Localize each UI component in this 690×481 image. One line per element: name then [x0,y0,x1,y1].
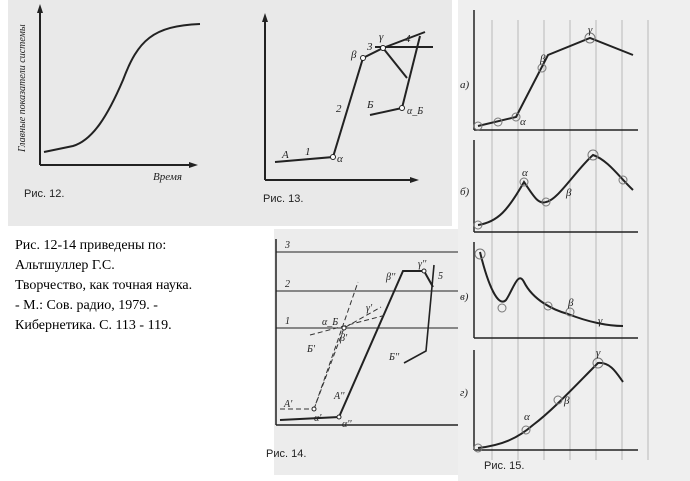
fig14-point-a1 [312,407,316,411]
fig13-point-beta [361,56,366,61]
fig14-label-alpha1: α' [314,413,322,424]
fig14-chart [236,229,458,475]
citation-line-4: - М.: Сов. радио, 1979. - [15,298,158,313]
fig13-drop [383,48,407,78]
fig14-point-ab [342,326,346,330]
citation-line-2: Альтшуллер Г.С. [15,258,115,273]
fig13-label-beta: β [351,49,357,61]
fig13-label-3: 3 [367,41,373,53]
fig14-label-A2: A'' [334,391,345,402]
fig14-level-label-3: 3 [285,240,290,251]
fig13-point-alpha-b [400,106,405,111]
citation-line-3: Творчество, как точная наука. [15,278,193,293]
fig15c-label: в) [460,291,469,303]
fig13-y-arrow [262,13,268,22]
fig13-label-A: A [282,149,289,161]
fig12-s-curve [44,24,200,152]
fig13-label-2: 2 [336,103,342,115]
citation-note [15,236,240,336]
fig13-label-alpha-b: α_Б [407,106,424,117]
fig14-label-A1: A' [284,399,293,410]
fig12-caption: Рис. 12. [24,188,65,200]
fig14-level-label-1: 1 [285,316,290,327]
fig15a-label: а) [460,79,470,91]
citation-line-5: Кибернетика. С. 113 - 119. [15,318,172,333]
figure-15 [458,0,690,481]
fig15b-beta: β [566,187,572,199]
fig15c-beta: β [568,297,574,309]
fig13-label-b: Б [367,99,374,111]
fig15d-gamma: γ [596,347,601,359]
fig15-caption: Рис. 15. [484,460,525,472]
fig15-chart [458,0,690,481]
fig14-label-b2: Б'' [389,352,400,363]
fig12-xlabel: Время [153,171,182,183]
fig15d-alpha: α [524,411,530,423]
figure-12 [8,0,245,226]
fig12-ylabel: Главные показатели системы [17,24,28,152]
fig14-level-label-2: 2 [285,279,290,290]
fig12-y-arrow [37,4,43,13]
fig14-label-gamma2: γ'' [418,259,427,270]
fig15b-label: б) [460,186,470,198]
fig14-label-gamma1: γ' [366,303,373,314]
fig14-label-beta2: β'' [386,272,396,283]
fig15b-alpha: α [522,167,528,179]
fig15c-gamma: γ [598,315,603,327]
fig14-curve-main [280,271,433,420]
fig13-point-gamma [381,46,386,51]
fig15a-alpha: α [520,116,526,128]
fig15d-curve [478,363,623,448]
figure-14 [236,229,458,475]
fig15a-beta: β [540,53,546,65]
fig15d-label: г) [460,387,468,399]
fig14-label-alpha2: α'' [342,419,352,430]
fig15d-beta: β [564,395,570,407]
fig14-label-b1: Б' [307,344,316,355]
fig14-label-5: 5 [438,271,443,282]
fig15a-curve [478,38,633,126]
fig13-label-alpha: α [337,153,343,165]
fig13-caption: Рис. 13. [263,193,304,205]
fig15b-curve [478,155,633,225]
fig13-label-1: 1 [305,146,311,158]
fig14-point-a2 [337,415,341,419]
fig13-point-alpha [331,155,336,160]
fig14-caption: Рис. 14. [266,448,307,460]
citation-line-1: Рис. 12-14 приведены по: [15,238,167,253]
fig15a-gamma: γ [588,24,593,36]
fig13-curve-a [275,32,425,162]
fig13-x-arrow [410,177,419,183]
fig14-label-beta1: β' [340,333,348,344]
fig12-x-arrow [189,162,198,168]
fig13-label-4: 4 [405,33,411,45]
fig13-label-gamma: γ [379,31,384,43]
fig14-dashed-1 [280,282,358,409]
figure-13 [245,0,452,226]
fig14-label-alpha-b: α_Б [322,317,339,328]
